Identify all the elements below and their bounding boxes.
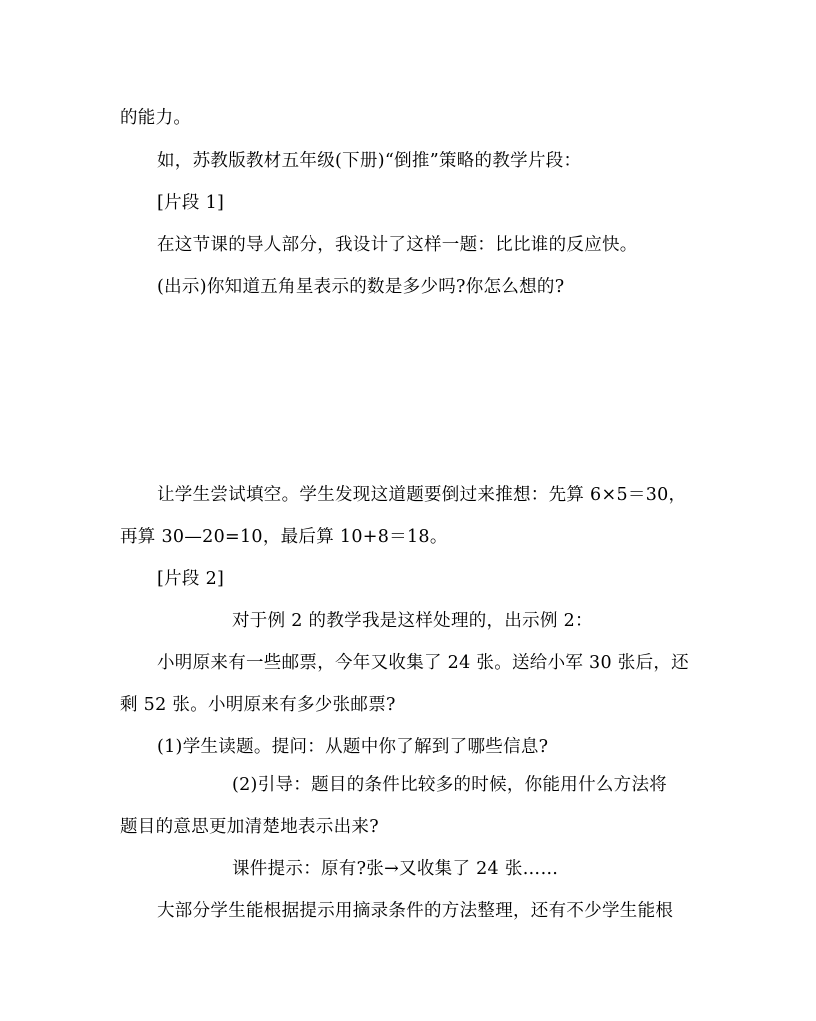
text-line-11: 剩 52 张。小明原来有多少张邮票? — [120, 695, 396, 715]
text-line-4: 在这节课的导人部分，我设计了这样一题：比比谁的反应快。 — [157, 235, 638, 255]
text-line-2: 如，苏教版教材五年级(下册)“倒推”策略的教学片段： — [157, 151, 582, 171]
text-line-9: 对于例 2 的教学我是这样处理的，出示例 2： — [232, 611, 593, 631]
text-line-1: 的能力。 — [120, 108, 192, 128]
text-line-5: (出示)你知道五角星表示的数是多少吗?你怎么想的? — [157, 277, 565, 297]
text-line-14: 题目的意思更加清楚地表示出来? — [120, 817, 379, 837]
text-line-6: 让学生尝试填空。学生发现这道题要倒过来推想：先算 6×5＝30， — [157, 485, 687, 505]
text-line-7: 再算 30—20=10，最后算 10+8＝18。 — [120, 527, 448, 547]
text-line-16: 大部分学生能根据提示用摘录条件的方法整理，还有不少学生能根 — [157, 901, 674, 921]
text-line-3: [片段 1] — [157, 193, 225, 213]
text-line-13: (2)引导：题目的条件比较多的时候，你能用什么方法将 — [232, 775, 668, 795]
text-line-12: (1)学生读题。提问：从题中你了解到了哪些信息? — [157, 737, 549, 757]
text-line-10: 小明原来有一些邮票，今年又收集了 24 张。送给小军 30 张后，还 — [157, 653, 689, 673]
text-line-15: 课件提示：原有?张→又收集了 24 张…… — [232, 859, 559, 879]
text-line-8: [片段 2] — [157, 569, 225, 589]
